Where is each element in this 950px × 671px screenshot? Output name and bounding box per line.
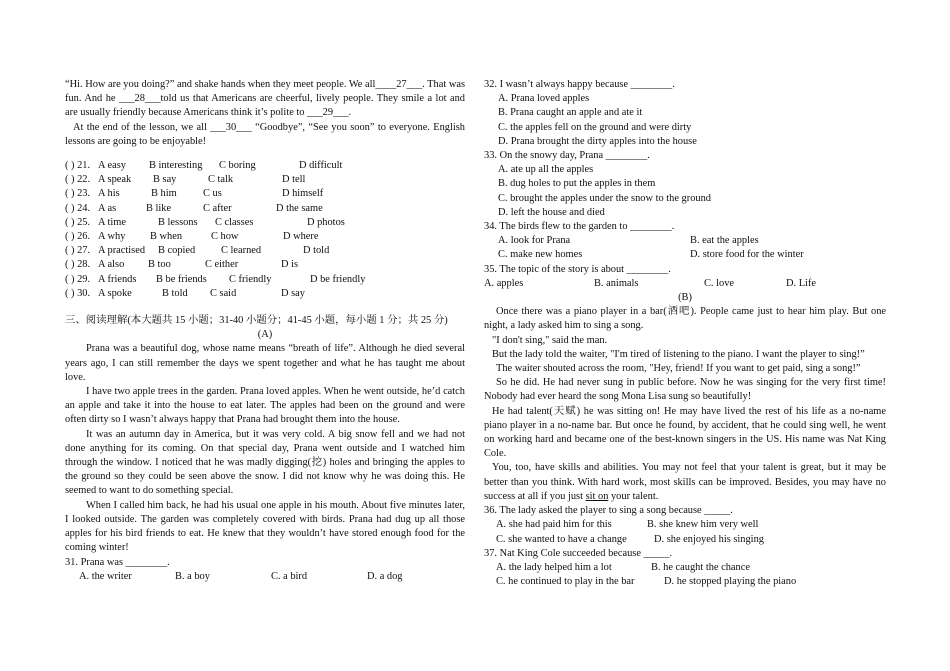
question-options: C. she wanted to have a change D. she enjoyed his singing	[496, 533, 764, 545]
passage-b-paragraph: So he did. He had never sung in public before. Now he was singing for the very first time! Nobody had ever heard the song Mona Lisa sung so beautifully!	[484, 377, 886, 403]
cloze-question: ( ) 25. A time B lessons C classes D photos	[65, 216, 345, 228]
cloze-question: ( ) 30. A spoke B told C said D say	[65, 287, 305, 299]
passage-b-paragraph: But the lady told the waiter, "I'm tired of listening to the piano. I want the player to sing!”	[492, 348, 865, 360]
question-stem: 33. On the snowy day, Prana ________.	[484, 150, 650, 162]
cloze-question: ( ) 26. A why B when C how D where	[65, 231, 319, 243]
question-option: B. dug holes to put the apples in them	[498, 178, 656, 190]
right-column	[484, 78, 886, 589]
passage-a-paragraph: It was an autumn day in America, but it was very cold. A big snow fell and we had not done anything for its coming. On that special day, Prana went outside and I watched him through the window. I noticed that he was madly digging(挖) holes and bringing the apples to the ground so they could be seen above the snow. I did not know why he was doing this. He seemed to want to do something special.	[65, 428, 465, 497]
cloze-passage-paragraph: “Hi. How are you doing?” and shake hands when they meet people. We all____27___. That was fun. And he ___28___told us that Americans are cheerful, lively people. They smile a lot and are usually friendly because Americans think it’s polite to ___29___.	[65, 79, 465, 119]
question-stem: 32. I wasn’t always happy because ________.	[484, 79, 675, 90]
question-stem: 36. The lady asked the player to sing a song because _____.	[484, 505, 733, 517]
underlined-phrase: sit on	[585, 490, 609, 502]
question-options: A. the writer B. a boy C. a bird D. a dog	[79, 570, 403, 582]
passage-label: (A)	[257, 329, 273, 341]
question-options: A. look for Prana B. eat the apples	[498, 235, 759, 247]
question-options: A. she had paid him for this B. she knew him very well	[496, 519, 759, 531]
cloze-question: ( ) 22. A speak B say C talk D tell	[65, 174, 306, 186]
passage-b-paragraph: Once there was a piano player in a bar(酒吧). People came just to hear him play. But one night, a lady asked him to sing a song.	[484, 306, 886, 332]
passage-a-paragraph: When I called him back, he had his usual one apple in his mouth. About five minutes later, I looked outside. The garden was completely covered with birds. Prana had dug up all those apples for his bird friends to eat. He knew that they wouldn’t have stored enough food for the coming winter!	[65, 499, 465, 554]
question-stem: 34. The birds flew to the garden to ________.	[484, 221, 675, 233]
question-stem: 31. Prana was ________.	[65, 556, 170, 568]
passage-b-paragraph: He had talent(天赋) he was sitting on! He may have lived the rest of his life as a no-name piano player in a no-name bar. But once he found, by accident, that he could sing well, he went on working hard and became one of the best-known singers in the US. His name was Nat King Cole.	[484, 405, 886, 460]
passage-a-paragraph: I have two apple trees in the garden. Prana loved apples. When he went outside, he’d catch an apple and take it into the house to eat later. The apples had been on the ground and were often dirty so I wasn’t always happy that Prana had brought them into the house.	[65, 386, 465, 426]
question-option: C. brought the apples under the snow to the ground	[498, 192, 711, 204]
passage-label: (B)	[678, 292, 692, 304]
question-option: A. Prana loved apples	[498, 93, 590, 105]
cloze-question: ( ) 27. A practised B copied C learned D told	[65, 245, 330, 257]
passage-b-paragraph: You, too, have skills and abilities. You may not feel that your talent is great, but it may be better than you think. With hard work, most skills can be improved. Besides, you may have no success at all if you just sit on your talent.	[484, 462, 886, 502]
question-option: A. ate up all the apples	[498, 164, 594, 176]
question-stem: 35. The topic of the story is about ________.	[484, 263, 671, 275]
cloze-question: ( ) 23. A his B him C us D himself	[65, 188, 324, 200]
passage-b-paragraph: The waiter shouted across the room, "Hey, friend! If you want to get paid, sing a song!”	[496, 363, 861, 375]
cloze-question-list	[65, 159, 465, 301]
cloze-question: ( ) 29. A friends B be friends C friendly D be friendly	[65, 273, 366, 285]
question-option: C. the apples fell on the ground and were dirty	[498, 121, 692, 133]
cloze-passage-paragraph: At the end of the lesson, we all ___30___ “Goodbye”, “See you soon” to everyone. English lessons are going to be enjoyable!	[65, 121, 465, 147]
question-option: D. left the house and died	[498, 206, 605, 218]
passage-a-paragraph: Prana was a beautiful dog, whose name means “breath of life”. Although he died several years ago, I can still remember the days we spent together and what he has taught me about love.	[65, 343, 465, 383]
question-stem: 37. Nat King Cole succeeded because _____.	[484, 547, 673, 559]
question-option: D. Prana brought the dirty apples into the house	[498, 135, 697, 147]
question-options: A. the lady helped him a lot B. he caught the chance	[496, 561, 750, 573]
passage-b-paragraph: "I don't sing," said the man.	[492, 334, 608, 346]
left-column	[65, 78, 465, 584]
cloze-question: ( ) 24. A as B like C after D the same	[65, 202, 323, 214]
question-options: C. he continued to play in the bar D. he stopped playing the piano	[496, 576, 797, 588]
section-heading: 三、阅读理解(本大题共 15 小题；31-40 小题分；41-45 小题，每小题 1 分；共 25 分)	[65, 315, 448, 327]
question-options: C. make new homes D. store food for the winter	[498, 249, 804, 261]
question-option: B. Prana caught an apple and ate it	[498, 107, 643, 119]
question-options: A. apples B. animals C. love D. Life	[484, 277, 817, 289]
cloze-question: ( ) 28. A also B too C either D is	[65, 259, 299, 271]
cloze-question: ( ) 21. A easy B interesting C boring D difficult	[65, 160, 343, 172]
